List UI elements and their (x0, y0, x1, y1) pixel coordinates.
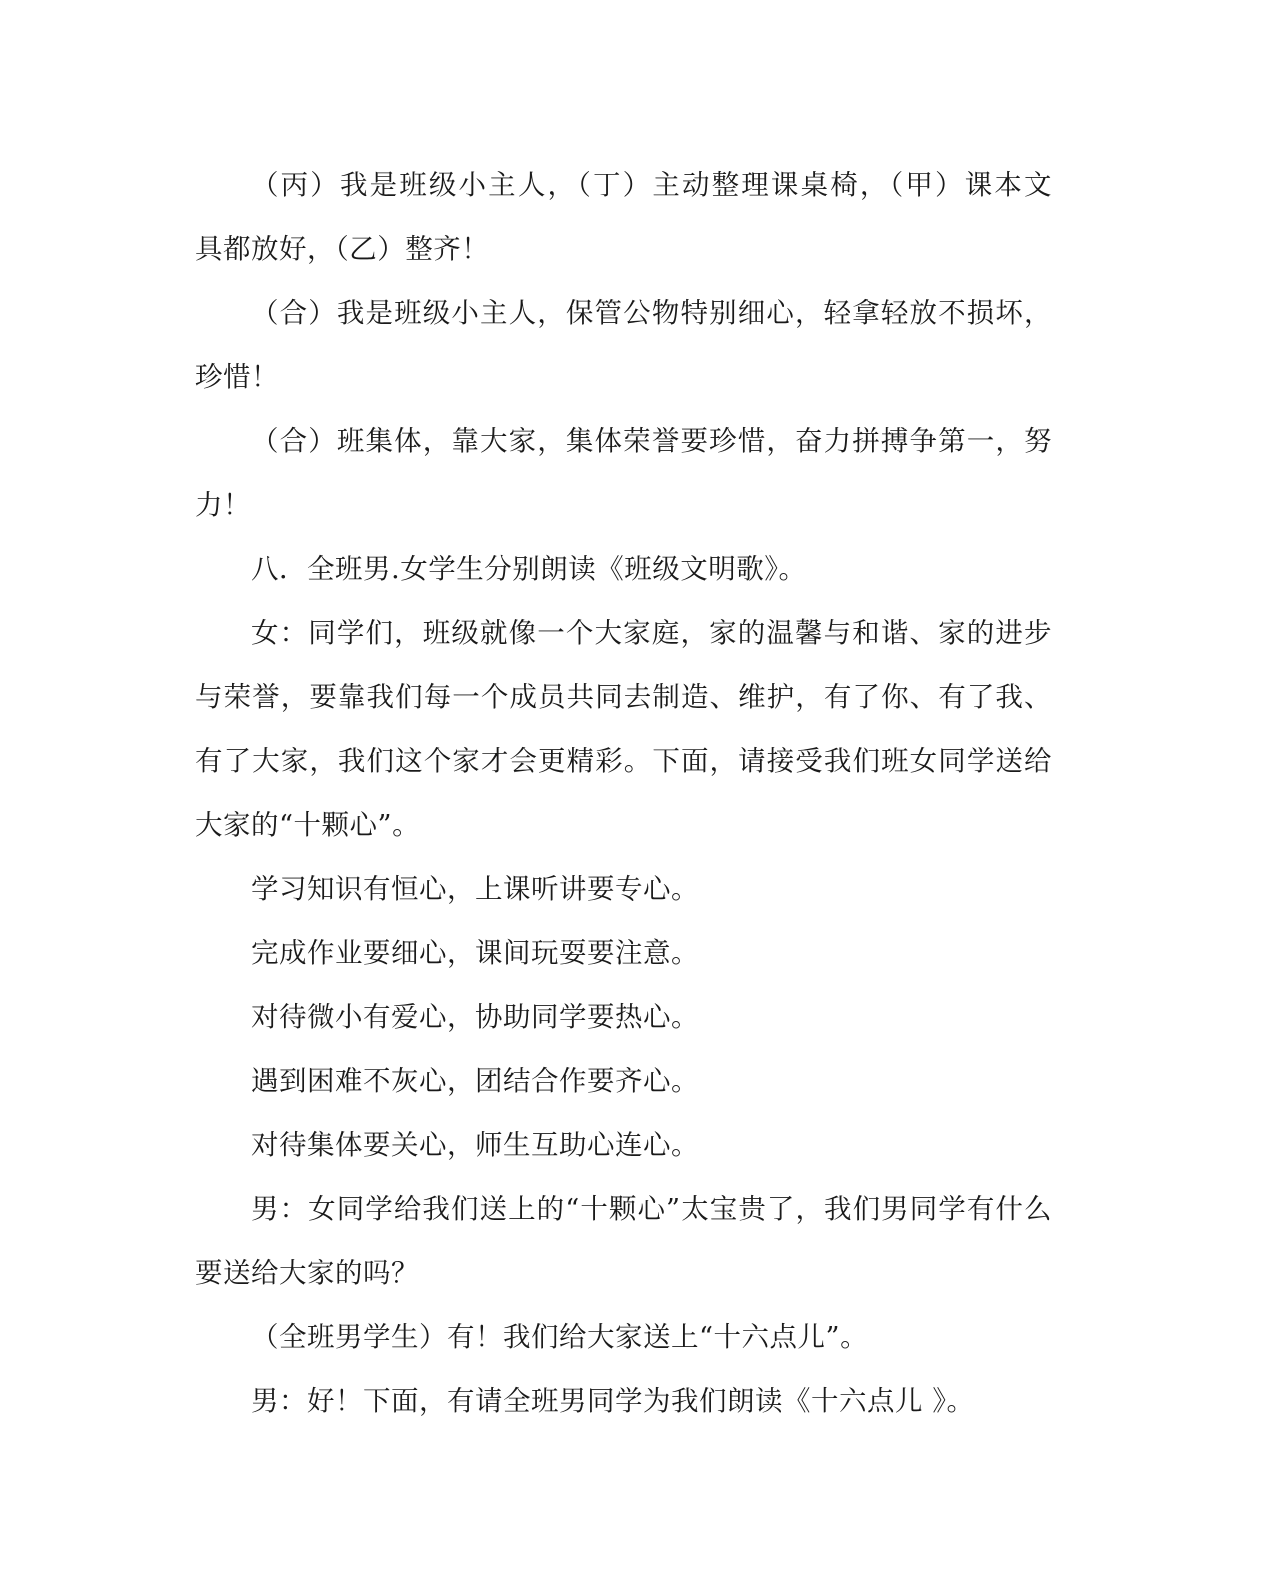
text-line: 与荣誉，要靠我们每一个成员共同去制造、维护，有了你、有了我、 (195, 681, 1052, 713)
verse-line: 对待微小有爱心，协助同学要热心。 (251, 1001, 699, 1033)
text-line: 男：女同学给我们送上的“十颗心”太宝贵了，我们男同学有什么 (251, 1193, 1052, 1225)
verse-line: 完成作业要细心，课间玩耍要注意。 (251, 937, 699, 969)
text-line: （全班男学生）有！我们给大家送上“十六点儿”。 (251, 1321, 869, 1353)
text-line: 大家的“十颗心”。 (195, 809, 421, 841)
text-line: 男：好！下面，有请全班男同学为我们朗读《十六点儿 》。 (251, 1385, 975, 1417)
text-line: （合）我是班级小主人，保管公物特别细心，轻拿轻放不损坏， (251, 297, 1052, 329)
text-line: （丙）我是班级小主人，（丁）主动整理课桌椅，（甲）课本文 (251, 169, 1052, 201)
verse-line: 学习知识有恒心，上课听讲要专心。 (251, 873, 699, 905)
text-line: （合）班集体，靠大家，集体荣誉要珍惜，奋力拼搏争第一，努 (251, 425, 1052, 457)
text-line: 珍惜！ (195, 361, 279, 393)
text-line: 有了大家，我们这个家才会更精彩。下面，请接受我们班女同学送给 (195, 745, 1052, 777)
section-heading: 八．全班男.女学生分别朗读《班级文明歌》。 (251, 553, 807, 585)
text-line: 要送给大家的吗？ (195, 1257, 419, 1289)
text-line: 力！ (195, 489, 251, 521)
text-line: 女：同学们，班级就像一个大家庭，家的温馨与和谐、家的进步 (251, 617, 1052, 649)
text-line: 具都放好，（乙）整齐！ (195, 233, 490, 265)
verse-line: 遇到困难不灰心，团结合作要齐心。 (251, 1065, 699, 1097)
verse-line: 对待集体要关心，师生互助心连心。 (251, 1129, 699, 1161)
